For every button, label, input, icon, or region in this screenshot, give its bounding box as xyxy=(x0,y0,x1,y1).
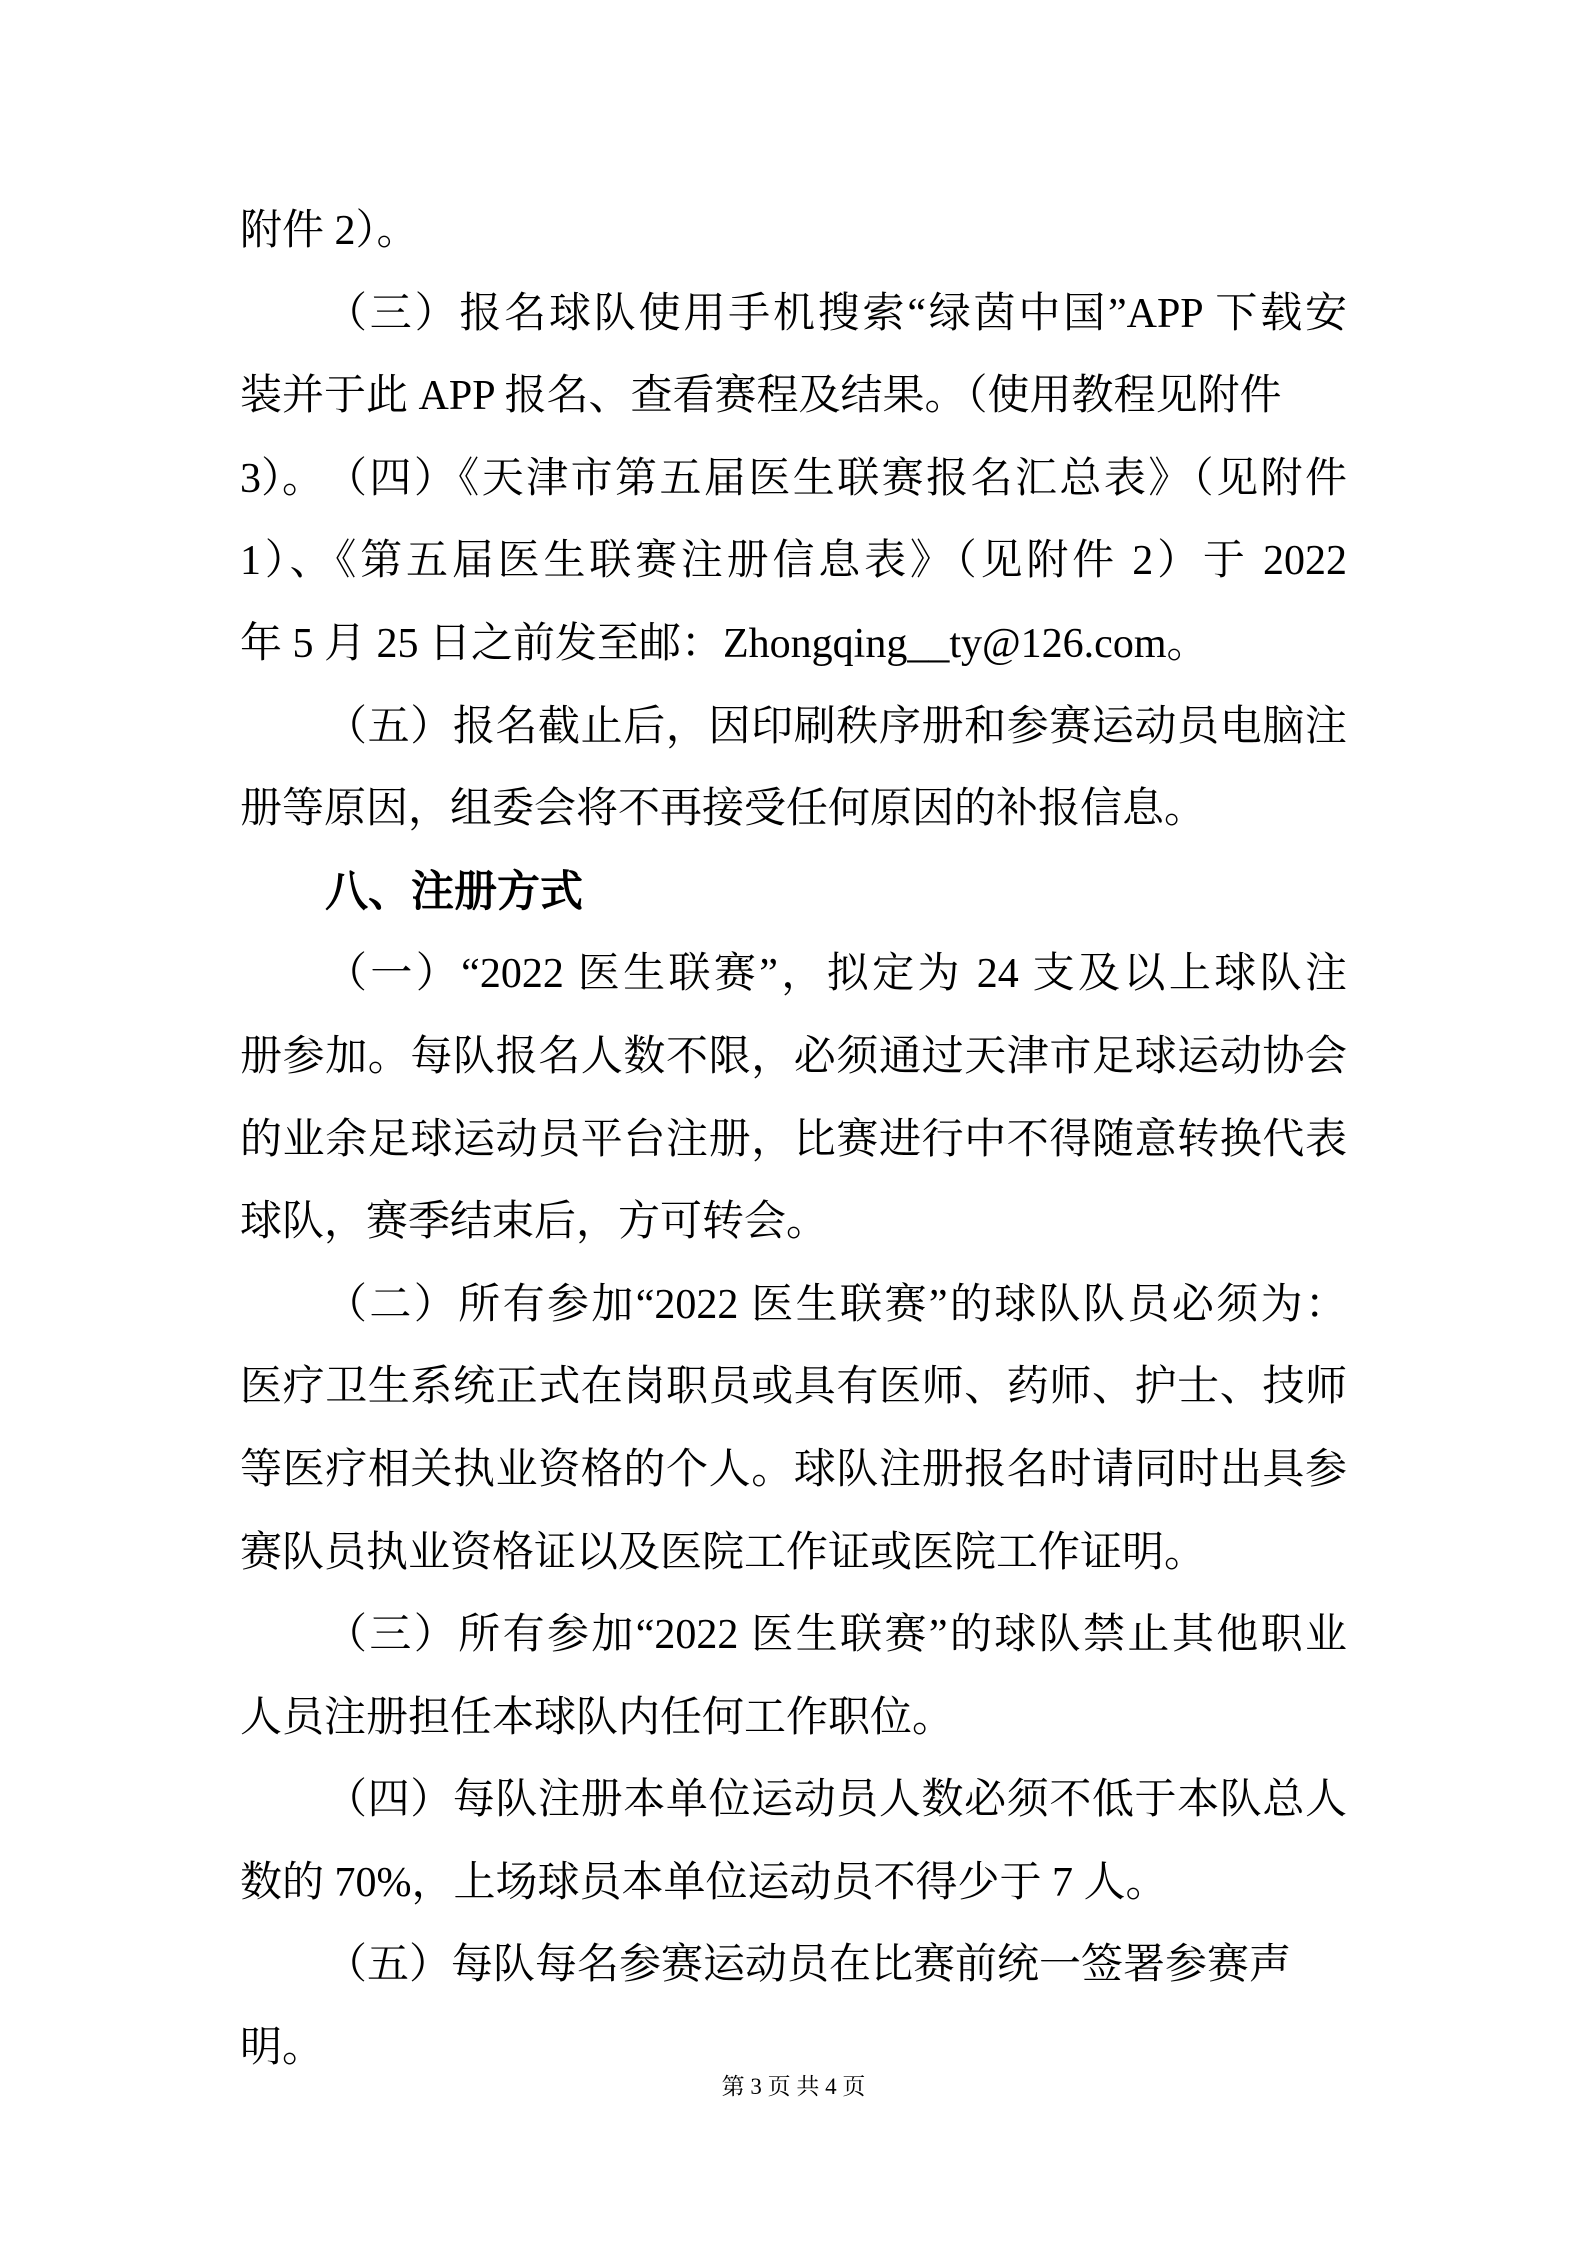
text-line: （三）报名球队使用手机搜索“绿茵中国”APP 下载安 xyxy=(325,290,1347,337)
text-line: 装并于此 APP 报名、查看赛程及结果。（使用教程见附件 3）。 xyxy=(240,373,1282,502)
page-number-label: 第 3 页 共 4 页 xyxy=(721,2074,866,2099)
text-line: 册参加。每队报名人数不限，必须通过天津市足球运动协会 xyxy=(240,1033,1347,1080)
text-line: 球队，赛季结束后，方可转会。 xyxy=(240,1199,829,1246)
text-line: （五）每队每名参赛运动员在比赛前统一签署参赛声明。 xyxy=(240,1942,1292,2072)
text-line: （二）所有参加“2022 医生联赛”的球队队员必须为： xyxy=(325,1281,1347,1328)
text-line: 等医疗相关执业资格的个人。球队注册报名时请同时出具参 xyxy=(240,1446,1347,1493)
text-line: （三）所有参加“2022 医生联赛”的球队禁止其他职业 xyxy=(325,1612,1347,1659)
page-footer xyxy=(0,2072,1587,2102)
text-line: 医疗卫生系统正式在岗职员或具有医师、药师、护士、技师 xyxy=(240,1364,1347,1411)
text-line: （一）“2022 医生联赛”，拟定为 24 支及以上球队注 xyxy=(325,951,1347,998)
text-line: 附件 2）。 xyxy=(240,208,419,254)
text-line: 的业余足球运动员平台注册，比赛进行中不得随意转换代表 xyxy=(240,1116,1347,1163)
text-line: 数的 70%，上场球员本单位运动员不得少于 7 人。 xyxy=(240,1859,1168,1906)
text-line: 赛队员执业资格证以及医院工作证或医院工作证明。 xyxy=(240,1529,1207,1576)
text-line: 年 5 月 25 日之前发至邮：Zhongqing__ty@126.com。 xyxy=(240,620,1209,667)
text-line: 册等原因，组委会将不再接受任何原因的补报信息。 xyxy=(240,786,1207,833)
document-body xyxy=(240,190,1347,2072)
text-line: 人员注册担任本球队内任何工作职位。 xyxy=(240,1694,955,1741)
text-line: （四）每队注册本单位运动员人数必须不低于本队总人 xyxy=(325,1777,1347,1824)
text-line: （四）《天津市第五届医生联赛报名汇总表》（见附件 xyxy=(325,455,1347,502)
section-heading: 八、注册方式 xyxy=(325,867,583,916)
text-line: （五）报名截止后，因印刷秩序册和参赛运动员电脑注 xyxy=(325,703,1347,750)
text-line: 1）、《第五届医生联赛注册信息表》（见附件 2）于 2022 xyxy=(240,538,1347,585)
